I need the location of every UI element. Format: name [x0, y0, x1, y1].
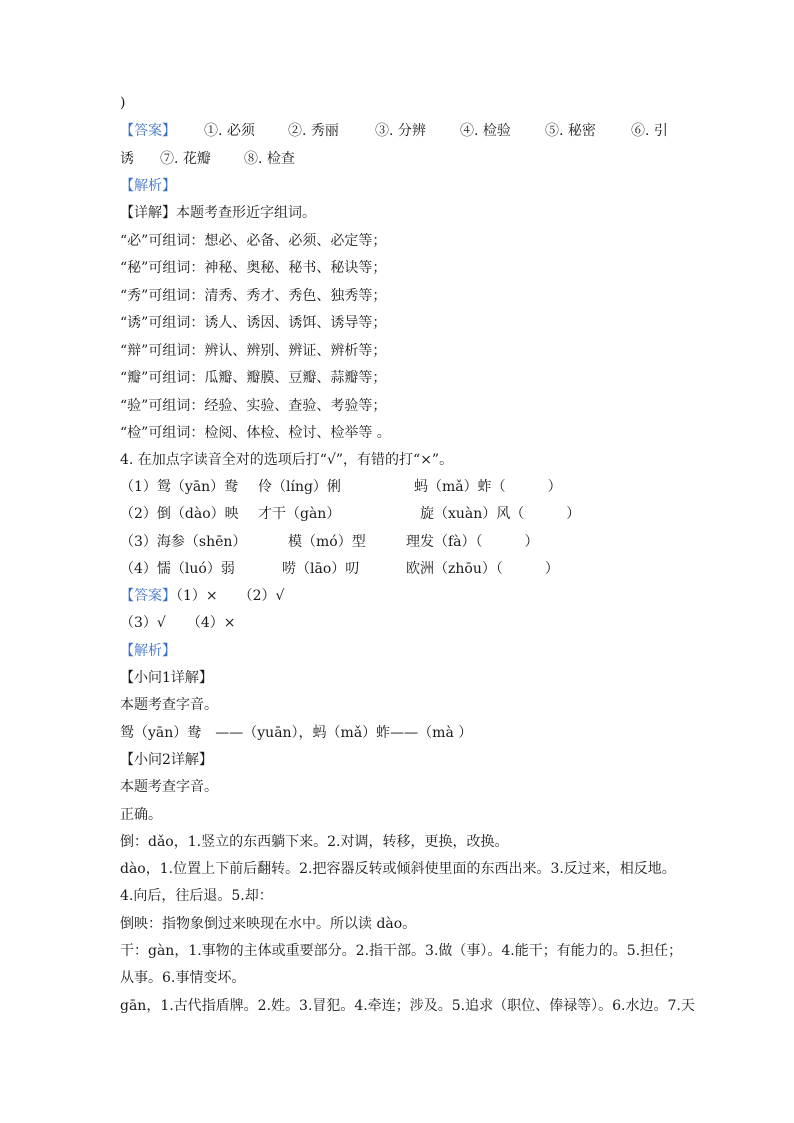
answer-item: ⑥. 引 [631, 123, 668, 139]
answer-item: ⑤. 秘密 [545, 123, 596, 139]
analysis-label: 【解析】 [120, 643, 176, 659]
option-row [120, 529, 680, 556]
answer-line [120, 583, 284, 610]
text-line: 从事。6.事情变坏。 [120, 970, 246, 986]
option-row [120, 501, 680, 528]
text-line: 干：gàn，1.事物的主体或重要部分。2.指干部。3.做（事）。4.能干；有能力的。5.担任； [120, 943, 683, 959]
option-cell: 旋（xuàn）风（ ） [420, 506, 581, 522]
option-cell: 蚂（mǎ）蚱（ ） [414, 479, 562, 495]
text-line: 4.向后，往后退。5.却： [120, 888, 273, 904]
option-cell: 欧洲（zhōu）（ ） [406, 561, 559, 577]
answer-continuation: 诱 [120, 151, 134, 167]
text-line: “秀”可组词：清秀、秀才、秀色、独秀等； [120, 288, 387, 304]
text-line: 倒映：指物象倒过来映现在水中。所以读 dào。 [120, 916, 417, 932]
text-line: gān，1.古代指盾牌。2.姓。3.冒犯。4.牵连；涉及。5.追求（职位、俸禄等）。6.水边。7.天 [120, 998, 695, 1014]
text-line: “秘”可组词：神秘、奥秘、秘书、秘诀等； [120, 260, 387, 276]
analysis-label: 【解析】 [120, 178, 176, 194]
text-line: （3）√ （4）× [120, 615, 236, 631]
text-line: dào，1.位置上下前后翻转。2.把容器反转或倾斜使里面的东西出来。3.反过来，相反地。 [120, 861, 676, 877]
answer-item: ③. 分辨 [375, 123, 426, 139]
text-line: 正确。 [120, 807, 162, 823]
answer-item: ⑧. 检查 [244, 151, 295, 167]
answer-text: （1）× （2）√ [176, 588, 285, 604]
text-line: 鸳（yān）鸯 ——（yuān），蚂（mǎ）蚱——（mà ） [120, 725, 473, 741]
option-cell: （4）懦（luó）弱 [120, 561, 235, 577]
text-line: 【详解】本题考查形近字组词。 [120, 205, 316, 221]
answer-item: ⑦. 花瓣 [160, 151, 211, 167]
answer-label: 【答案】 [120, 588, 176, 604]
option-cell: （3）海参（shēn） [120, 534, 247, 550]
answer-item: ①. 必须 [204, 123, 255, 139]
option-cell: 唠（lāo）叨 [282, 561, 360, 577]
sub-question-heading: 【小问2详解】 [120, 752, 213, 768]
option-cell: （1）鸳（yān）鸯 [120, 479, 239, 495]
option-cell: 伶（líng）俐 [258, 479, 341, 495]
option-row [120, 474, 680, 501]
text-line: “必”可组词：想必、必备、必须、必定等； [120, 233, 387, 249]
answer-line-1 [120, 118, 680, 145]
text-line: ) [120, 95, 126, 111]
answer-item: ②. 秀丽 [288, 123, 339, 139]
text-line: “辩”可组词：辨认、辨别、辨证、辨析等； [120, 343, 387, 359]
text-line: “验”可组词：经验、实验、查验、考验等； [120, 398, 387, 414]
text-line: 本题考查字音。 [120, 779, 218, 795]
option-cell: （2）倒（dào）映 [120, 506, 239, 522]
option-cell: 才干（gàn） [258, 506, 341, 522]
option-cell: 模（mó）型 [288, 534, 366, 550]
text-line: 本题考查字音。 [120, 697, 218, 713]
answer-line-2 [120, 146, 680, 173]
question-title: 4. 在加点字读音全对的选项后打“√”，有错的打“×”。 [120, 452, 454, 468]
text-line: “诱”可组词：诱人、诱因、诱饵、诱导等； [120, 315, 387, 331]
answer-item: ④. 检验 [460, 123, 511, 139]
option-row [120, 556, 680, 583]
option-cell: 理发（fà）（ ） [406, 534, 539, 550]
text-line: “检”可组词：检阅、体检、检讨、检举等 。 [120, 425, 391, 441]
text-line: “瓣”可组词：瓜瓣、瓣膜、豆瓣、蒜瓣等； [120, 370, 387, 386]
sub-question-heading: 【小问1详解】 [120, 670, 213, 686]
text-line: 倒：dǎo，1.竖立的东西躺下来。2.对调，转移，更换，改换。 [120, 834, 509, 850]
answer-label: 【答案】 [120, 123, 176, 139]
